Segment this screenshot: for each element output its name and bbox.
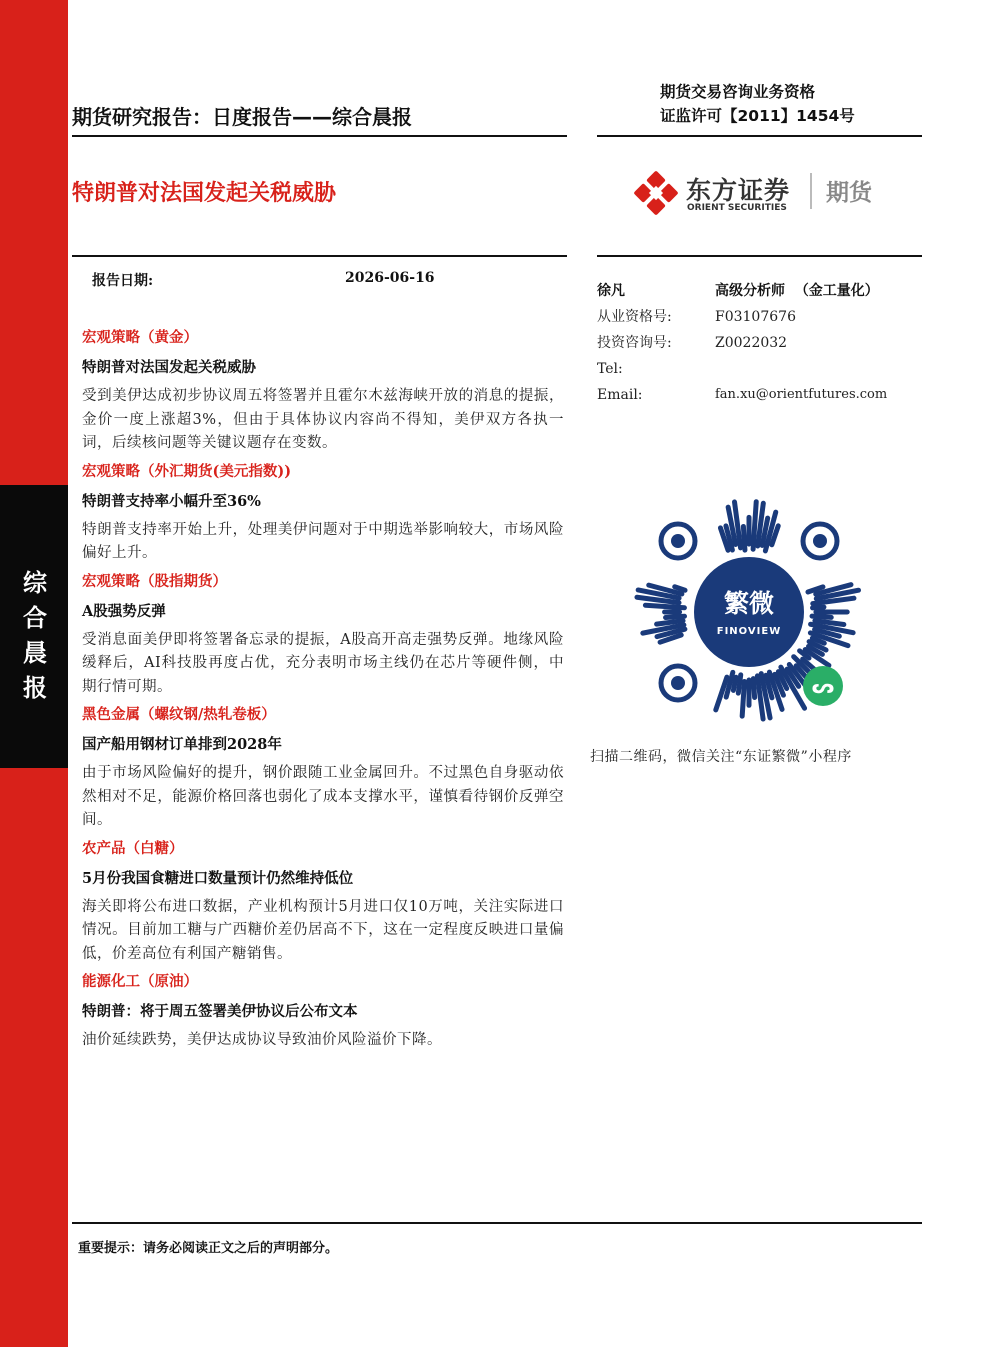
analyst-row-label: Tel:	[597, 361, 623, 377]
analyst-info	[597, 278, 927, 408]
section-body: 特朗普支持率开始上升，处理美伊问题对于中期选举影响较大，市场风险偏好上升。	[82, 521, 564, 561]
section-body: 受到美伊达成初步协议周五将签署并且霍尔木兹海峡开放的消息的提振，金价一度上涨超3%，但由于具体协议内容尚不得知，美伊双方各执一词，后续核问题等关键议题存在变数。	[82, 388, 564, 451]
section	[82, 326, 564, 456]
section-subtitle: 国产船用钢材订单排到2028年	[82, 736, 282, 753]
section-subtitle: A股强势反弹	[82, 602, 166, 620]
section	[82, 460, 564, 566]
logo-division: 期货	[826, 180, 872, 206]
company-logo	[634, 169, 884, 219]
analyst-row	[597, 330, 927, 356]
section-subtitle: 5月份我国食糖进口数量预计仍然维持低位	[82, 869, 354, 887]
analyst-row-label: 从业资格号:	[597, 309, 672, 325]
analyst-row-label: Email:	[597, 387, 643, 403]
license-line: 证监许可【2011】1454号	[660, 107, 855, 125]
section-subtitle: 特朗普：将于周五签署美伊协议后公布文本	[82, 1003, 358, 1020]
logo-divider	[810, 173, 812, 209]
side-label-char: 报	[23, 674, 47, 702]
side-label	[22, 566, 48, 706]
analyst-row	[597, 304, 927, 330]
section-body: 油价延续跌势，美伊达成协议导致油价风险溢价下降。	[82, 1032, 442, 1048]
section-body: 由于市场风险偏好的提升，钢价跟随工业金属回升。不过黑色自身驱动依然相对不足，能源价格回落也弱化了成本支撑水平，谨慎看待钢价反弹空间。	[82, 765, 564, 828]
section	[82, 970, 564, 1053]
sections	[82, 326, 564, 1057]
side-label-char: 合	[23, 604, 47, 632]
footer-rule	[72, 1222, 922, 1224]
qr-center-text-en: FINOVIEW	[716, 626, 782, 637]
report-date-value: 2026-06-16	[345, 270, 435, 286]
header-rule-right	[597, 135, 922, 137]
section-heading: 宏观策略（外汇期货(美元指数))	[82, 462, 292, 480]
report-series-title: 期货研究报告：日度报告——综合晨报	[72, 105, 412, 129]
section-heading: 宏观策略（股指期货）	[82, 572, 227, 590]
qr-center-text-cn: 繁微	[723, 589, 774, 618]
analyst-title: 高级分析师 （金工量化）	[715, 283, 879, 299]
analyst-name-row	[597, 278, 927, 304]
section-heading: 农产品（白糖）	[82, 839, 184, 857]
qualification-line: 期货交易咨询业务资格	[660, 83, 816, 101]
section	[82, 570, 564, 700]
analyst-email-link[interactable]: fan.xu@orientfutures.com	[715, 387, 888, 402]
report-title: 特朗普对法国发起关税威胁	[72, 181, 337, 206]
section-heading: 黑色金属（螺纹钢/热轧卷板）	[82, 706, 276, 723]
section	[82, 837, 564, 967]
title-rule-right	[597, 255, 922, 257]
section-subtitle: 特朗普支持率小幅升至36%	[82, 492, 261, 510]
qr-caption: 扫描二维码，微信关注“东证繁微”小程序	[590, 749, 852, 765]
disclaimer-notice: 重要提示：请务必阅读正文之后的声明部分。	[78, 1241, 339, 1256]
header-rule-left	[72, 135, 567, 137]
section-body: 受消息面美伊即将签署备忘录的提振，A股高开高走强势反弹。地缘风险缓释后，AI科技股再度占优，充分表明市场主线仍在芯片等硬件侧，中期行情可期。	[82, 631, 564, 695]
analyst-name: 徐凡	[597, 283, 625, 299]
side-label-char: 晨	[23, 639, 47, 667]
section	[82, 703, 564, 833]
analyst-row-value: Z0022032	[715, 335, 788, 351]
wechat-miniprogram-icon: ᔕ	[803, 666, 843, 706]
report-date-label: 报告日期:	[92, 273, 154, 289]
analyst-row-label: 投资咨询号:	[597, 335, 672, 351]
section-body: 海关即将公布进口数据，产业机构预计5月进口仅10万吨，关注实际进口情况。目前加工糖与广西糖价差仍居高不下，这在一定程度反映进口量偏低，价差高位有利国产糖销售。	[82, 898, 564, 962]
logo-name-en: ORIENT SECURITIES	[687, 203, 787, 213]
section-heading: 宏观策略（黄金）	[82, 329, 198, 346]
analyst-row	[597, 356, 927, 382]
section-heading: 能源化工（原油）	[82, 973, 198, 990]
qualification-block	[660, 80, 855, 128]
analyst-row-value: F03107676	[715, 309, 796, 325]
logo-name-cn: 东方证券	[686, 176, 791, 205]
analyst-row	[597, 382, 927, 408]
title-rule-left	[72, 255, 567, 257]
mini-program-qr-code[interactable]	[633, 496, 865, 728]
section-subtitle: 特朗普对法国发起关税威胁	[82, 359, 256, 376]
side-label-char: 综	[23, 569, 47, 597]
